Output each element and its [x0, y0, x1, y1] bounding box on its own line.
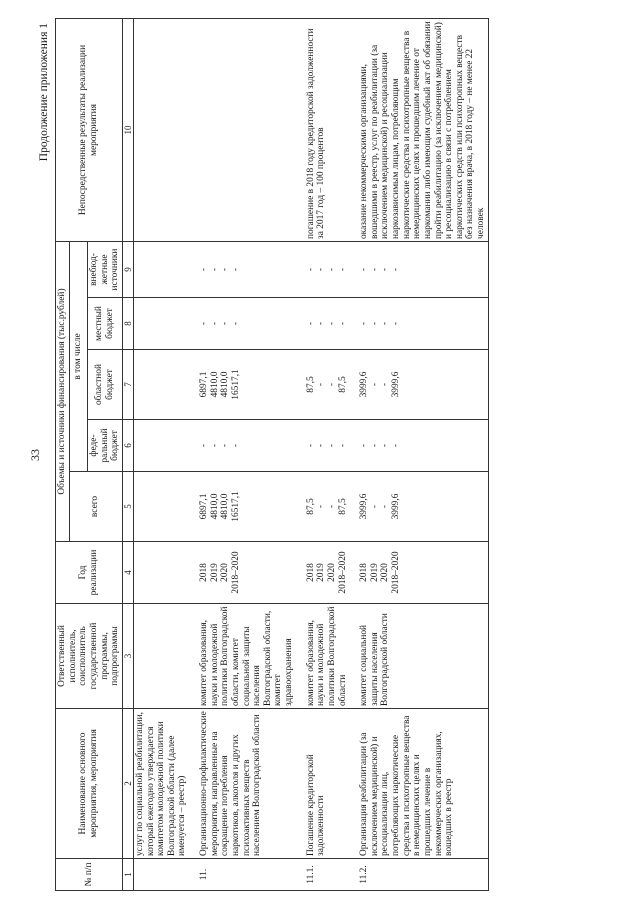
total-value: 16517,1 [230, 491, 241, 522]
table-row [133, 19, 189, 891]
header-results: Непосредственные результаты реализации мероприятия [56, 19, 123, 242]
row-extrabudget [349, 242, 488, 298]
row-executor: комитет социальной защиты населения Волгоградской области [349, 604, 488, 709]
extrabudget-value: - [369, 267, 380, 272]
total-value: 4810,0 [209, 493, 220, 520]
row-index: 11.1. [296, 859, 350, 891]
local-value: - [305, 321, 316, 326]
header-local: местный бюджет [87, 298, 122, 350]
federal-value: - [326, 443, 337, 448]
local-value: - [391, 321, 402, 326]
row-regional [189, 350, 296, 420]
regional-value: - [326, 382, 337, 387]
regional-value: 4810,0 [209, 371, 220, 398]
header-executor: Ответственный исполнитель, соисполнитель государственной программы, подпрограммы [56, 604, 123, 709]
year-value: 2019 [316, 563, 327, 582]
total-value: 87,5 [337, 498, 348, 515]
row-local [189, 298, 296, 350]
column-number: 5 [122, 472, 133, 542]
extrabudget-value: - [199, 267, 210, 272]
table-body [133, 19, 488, 891]
header-activity-name: Наименование основного мероприятия, мероприятия [56, 709, 123, 859]
regional-value: 3999,6 [391, 371, 402, 398]
row-executor: комитет образования, науки и молодежной политики Волгоградской области, комитет социальной защиты населения Волгоградской области, комитет здравоохранения [189, 604, 296, 709]
row-years [296, 542, 350, 604]
column-number: 7 [122, 350, 133, 420]
header-including: в том числе [69, 242, 87, 472]
local-value: - [209, 321, 220, 326]
federal-value: - [391, 443, 402, 448]
total-value: 3999,6 [359, 493, 370, 520]
row-local [133, 298, 189, 350]
federal-value: - [369, 443, 380, 448]
local-value: - [316, 321, 327, 326]
header-index: № п/п [56, 859, 123, 891]
total-value: - [380, 504, 391, 509]
year-value: 2020 [220, 563, 231, 582]
federal-value: - [359, 443, 370, 448]
year-value: 2019 [369, 563, 380, 582]
row-total [296, 472, 350, 542]
row-activity-name: Погашение кредиторской задолженности [296, 709, 350, 859]
continuation-caption: Продолжение приложения 1 [38, 23, 50, 162]
row-local [349, 298, 488, 350]
local-value: - [369, 321, 380, 326]
year-value: 2020 [380, 563, 391, 582]
row-regional [349, 350, 488, 420]
year-value: 2018–2020 [230, 551, 241, 594]
column-number: 8 [122, 298, 133, 350]
regional-value: - [316, 382, 327, 387]
local-value: - [220, 321, 231, 326]
table-row [296, 19, 350, 891]
regional-value: - [380, 382, 391, 387]
local-value: - [380, 321, 391, 326]
row-index [133, 859, 189, 891]
year-value: 2018 [359, 563, 370, 582]
column-number: 1 [122, 859, 133, 891]
row-federal [349, 420, 488, 472]
header-extrabudget: внебюд-жетные источники [87, 242, 122, 298]
extrabudget-value: - [305, 267, 316, 272]
row-executor [133, 604, 189, 709]
extrabudget-value: - [230, 267, 241, 272]
federal-value: - [199, 443, 210, 448]
federal-value: - [305, 443, 316, 448]
year-value: 2018 [305, 563, 316, 582]
row-local [296, 298, 350, 350]
federal-value: - [316, 443, 327, 448]
header-year: Год реализации [56, 542, 123, 604]
row-federal [133, 420, 189, 472]
total-value: - [369, 504, 380, 509]
row-years [133, 542, 189, 604]
regional-value: 16517,1 [230, 369, 241, 400]
regional-value: 87,5 [337, 376, 348, 393]
local-value: - [199, 321, 210, 326]
regional-value: 87,5 [305, 376, 316, 393]
local-value: - [230, 321, 241, 326]
page-number: 33 [28, 449, 42, 461]
row-regional [133, 350, 189, 420]
rotated-landscape-content [10, 15, 630, 895]
row-extrabudget [133, 242, 189, 298]
total-value: 87,5 [305, 498, 316, 515]
row-activity-name: Организационно-профилактические мероприятия, направленные на сокращение потребления наркотиков, алкоголя и других психоактивных веществ населением Волгоградской области [189, 709, 296, 859]
row-total [349, 472, 488, 542]
row-extrabudget [189, 242, 296, 298]
row-years [349, 542, 488, 604]
column-numbers-row [122, 19, 133, 891]
federal-value: - [209, 443, 220, 448]
header-federal: феде-ральный бюджет [87, 420, 122, 472]
local-value: - [359, 321, 370, 326]
regional-value: 6897,1 [199, 371, 210, 398]
extrabudget-value: - [391, 267, 402, 272]
total-value: 6897,1 [199, 493, 210, 520]
column-number: 10 [122, 19, 133, 242]
extrabudget-value: - [337, 267, 348, 272]
year-value: 2018–2020 [337, 551, 348, 594]
column-number: 9 [122, 242, 133, 298]
federal-value: - [220, 443, 231, 448]
total-value: - [326, 504, 337, 509]
row-federal [189, 420, 296, 472]
header-total: всего [69, 472, 122, 542]
row-result: погашение в 2018 году кредиторской задолженности за 2017 год – 100 процентов [296, 19, 350, 242]
total-value: 4810,0 [220, 493, 231, 520]
column-number: 3 [122, 604, 133, 709]
row-total [189, 472, 296, 542]
row-result: оказание некоммерческими организациями, вошедшими в реестр, услуг по реабилитации (за исключением медицинской) и ресоциализации наркозависимым лицам, потребляющим наркотические средства и психотропные вещества в немедицинских целях и прошедшим лечение от наркомании либо имеющим судебный акт об обязании пройти реабилитацию (за исключением медицинской) и ресоциализацию в связи с потреблением наркотических средств или психотропных веществ без назначения врача, в 2018 году – не менее 22 человек [349, 19, 488, 242]
extrabudget-value: - [220, 267, 231, 272]
row-index: 11. [189, 859, 296, 891]
row-regional [296, 350, 350, 420]
row-total [133, 472, 189, 542]
row-federal [296, 420, 350, 472]
column-number: 6 [122, 420, 133, 472]
row-executor: комитет образования, науки и молодежной политики Волгоградской области [296, 604, 350, 709]
row-result [133, 19, 189, 242]
table-row [349, 19, 488, 891]
federal-value: - [230, 443, 241, 448]
year-value: 2019 [209, 563, 220, 582]
federal-value: - [380, 443, 391, 448]
header-regional: областной бюджет [87, 350, 122, 420]
financing-table [55, 18, 489, 891]
local-value: - [337, 321, 348, 326]
regional-value: - [369, 382, 380, 387]
extrabudget-value: - [359, 267, 370, 272]
total-value: - [316, 504, 327, 509]
local-value: - [326, 321, 337, 326]
extrabudget-value: - [380, 267, 391, 272]
regional-value: 4810,0 [220, 371, 231, 398]
extrabudget-value: - [316, 267, 327, 272]
row-result [189, 19, 296, 242]
total-value: 3999,6 [391, 493, 402, 520]
extrabudget-value: - [209, 267, 220, 272]
regional-value: 3999,6 [359, 371, 370, 398]
row-extrabudget [296, 242, 350, 298]
row-activity-name: Организация реабилитации (за исключением медицинской) и ресоциализации лиц, потребляющих наркотические средства и психотропные вещества в немедицинских целях и прошедших лечение в некоммерческих организациях, вошедших в реестр [349, 709, 488, 859]
row-index: 11.2. [349, 859, 488, 891]
year-value: 2020 [326, 563, 337, 582]
year-value: 2018–2020 [391, 551, 402, 594]
table-row [189, 19, 296, 891]
column-number: 2 [122, 709, 133, 859]
header-funding-group: Объемы и источники финансирования (тыс.рублей) [56, 242, 70, 542]
row-activity-name: услуг по социальной реабилитации, который ежегодно утверждается комитетом молодежной политики Волгоградской области (далее именуется – реестр) [133, 709, 189, 859]
extrabudget-value: - [326, 267, 337, 272]
federal-value: - [337, 443, 348, 448]
row-years [189, 542, 296, 604]
year-value: 2018 [199, 563, 210, 582]
column-number: 4 [122, 542, 133, 604]
